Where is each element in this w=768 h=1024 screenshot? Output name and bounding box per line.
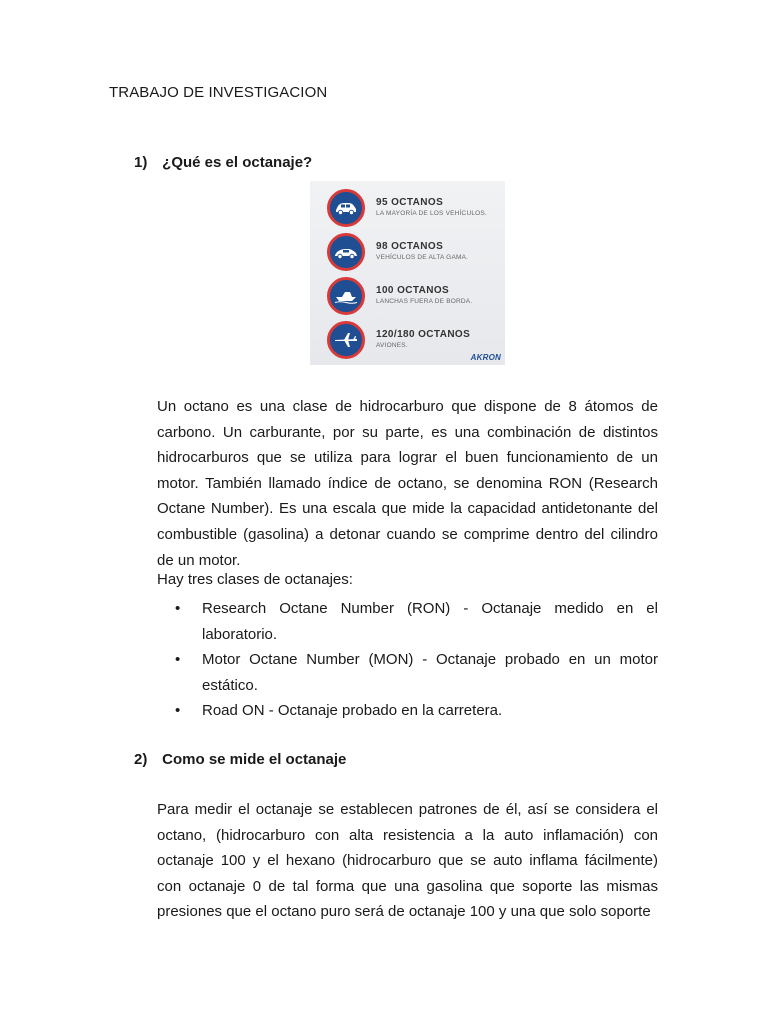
list-item: [157, 647, 658, 698]
section-heading-2: [134, 751, 346, 768]
bullet: •: [175, 651, 181, 669]
document-title: TRABAJO DE INVESTIGACION: [109, 84, 328, 101]
sports-car-icon: [327, 233, 365, 271]
paragraph-octane-definition: Un octano es una clase de hidrocarburo que dispone de 8 átomos de carbono. Un carburante, por su parte, es una combinación de distintos hidrocarburos que se utiliza para lograr el buen funcionamiento de un motor. También llamado índice de octano, se denomina RON (Research Octane Number). Es una escala que mide la capacidad antidetonante del combustible (gasolina) a detonar cuando se comprime dentro del cilindro de un motor.: [157, 398, 658, 569]
list-item: [157, 596, 658, 647]
octane-subtitle: LA MAYORÍA DE LOS VEHÍCULOS.: [376, 210, 487, 217]
octane-types-list: [157, 596, 658, 724]
list-item: [157, 698, 658, 724]
octane-row-100: [310, 273, 505, 317]
octane-subtitle: AVIONES.: [376, 342, 408, 349]
section-number-2: 2): [134, 751, 148, 768]
section-title-1: ¿Qué es el octanaje?: [162, 154, 313, 171]
octane-types-intro: Hay tres clases de octanajes:: [157, 571, 353, 588]
octane-title: 120/180 OCTANOS: [376, 329, 471, 340]
section-heading-1: [134, 154, 312, 171]
akron-logo: AKRON: [470, 353, 501, 362]
octane-title: 95 OCTANOS: [376, 197, 444, 208]
paragraph-measurement: Para medir el octanaje se establecen patrones de él, así se considera el octano, (hidrocarburo con alta resistencia a la auto inflamación) con octanaje 100 y el hexano (hidrocarburo que se auto inflama fácilmente) con octanaje 0 de tal forma que una gasolina que soporte las mismas presiones que el octano puro será de octanaje 100 y una que solo soporte: [157, 801, 658, 921]
list-item-text: Road ON - Octanaje probado en la carretera.: [202, 702, 503, 720]
airplane-icon: [327, 321, 365, 359]
octane-infographic: [310, 181, 505, 365]
bullet: •: [175, 702, 181, 720]
octane-subtitle: LANCHAS FUERA DE BORDA.: [376, 298, 473, 305]
section-number-1: 1): [134, 154, 148, 171]
octane-title: 100 OCTANOS: [376, 285, 450, 296]
octane-subtitle: VEHÍCULOS DE ALTA GAMA.: [376, 254, 469, 261]
boat-icon: [327, 277, 365, 315]
octane-row-98: [310, 229, 505, 273]
section-title-2: Como se mide el octanaje: [162, 751, 347, 768]
bullet: •: [175, 600, 181, 617]
list-item-text: Research Octane Number (RON) - Octanaje medido en el laboratorio.: [202, 600, 658, 643]
octane-row-95: [310, 185, 505, 229]
octane-title: 98 OCTANOS: [376, 241, 444, 252]
list-item-text: Motor Octane Number (MON) - Octanaje probado en un motor estático.: [202, 651, 658, 694]
car-icon: [327, 189, 365, 227]
